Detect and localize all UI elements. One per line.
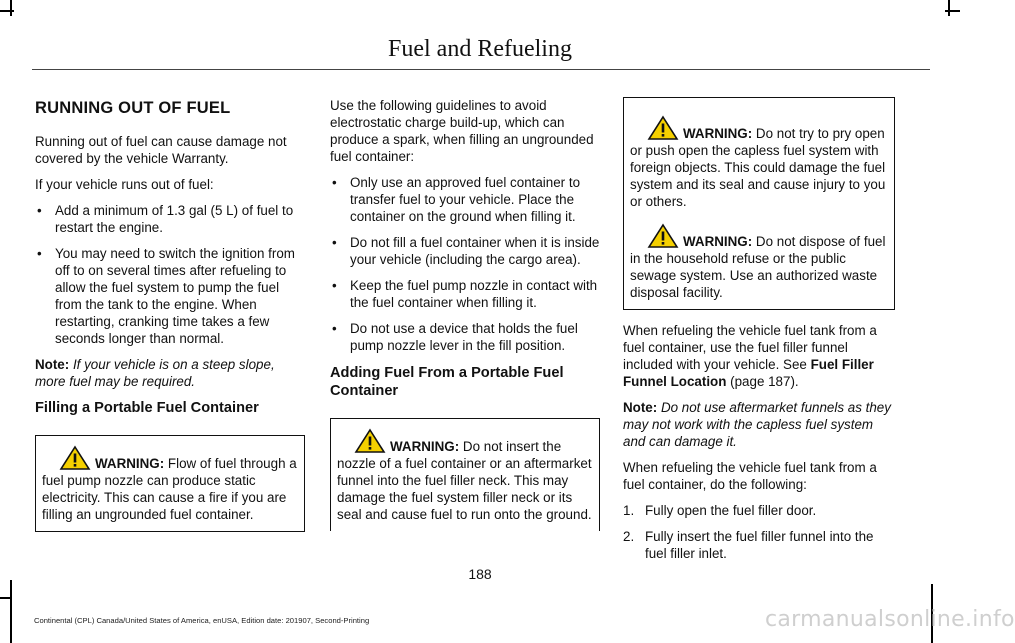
- note-label: Note:: [35, 357, 70, 372]
- list-item: 2. Fully insert the fuel filler funnel into the fuel filler inlet.: [623, 529, 874, 561]
- warning-box: [35, 435, 305, 532]
- list-item: • Add a minimum of 1.3 gal (5 L) of fuel to restart the engine.: [37, 203, 294, 235]
- warning-triangle-icon: [648, 224, 678, 248]
- page-header-title: Fuel and Refueling: [388, 36, 572, 62]
- paragraph: If your vehicle runs out of fuel:: [35, 177, 214, 192]
- warning-box: [623, 97, 895, 310]
- warning-triangle-icon: [60, 446, 90, 470]
- paragraph: Running out of fuel can cause damage not covered by the vehicle Warranty.: [35, 134, 287, 166]
- note: [35, 356, 305, 390]
- crop-mark-top-right-vertical: [948, 0, 950, 16]
- warning-box-secondary: [630, 224, 888, 301]
- bullet-icon: •: [332, 321, 337, 336]
- crop-mark-bottom-left-vertical: [10, 580, 12, 643]
- crop-mark-top-left-horizontal: [0, 10, 14, 12]
- crop-mark-bottom-left-horizontal: [0, 597, 12, 599]
- crop-mark-top-left-vertical: [10, 0, 12, 16]
- warning-text: Flow of fuel through a fuel pump nozzle can produce static electricity. This can cause a fire if you are filling an ungrounded fuel container.: [42, 456, 297, 522]
- paragraph: When refueling the vehicle fuel tank from a fuel container, do the following:: [623, 460, 877, 492]
- list-item: • Do not use a device that holds the fuel pump nozzle lever in the fill position.: [332, 321, 578, 353]
- warning-text: Do not insert the nozzle of a fuel container or an aftermarket funnel into the fuel filler neck. This may damage the fuel system filler neck or its seal and cause fuel to run onto the ground.: [337, 439, 592, 522]
- watermark: carmanualsonline.info: [765, 607, 1015, 632]
- warning-triangle-icon: [355, 429, 385, 453]
- list-item: • Keep the fuel pump nozzle in contact with the fuel container when filling it.: [332, 278, 598, 310]
- bullet-icon: •: [37, 246, 42, 261]
- section-heading: RUNNING OUT OF FUEL: [35, 99, 231, 117]
- bullet-icon: •: [37, 203, 42, 218]
- warning-label: WARNING:: [95, 456, 165, 471]
- column-2: [330, 97, 600, 543]
- paragraph: When refueling the vehicle fuel tank from a fuel container, use the fuel filler funnel included with your vehicle. See Fuel Filler Funnel Location (page 187).: [623, 323, 877, 389]
- note-text: If your vehicle is on a steep slope, more fuel may be required.: [35, 357, 275, 389]
- crop-mark-top-right-horizontal: [945, 10, 960, 12]
- subsection-heading: Adding Fuel From a Portable Fuel Container: [330, 365, 564, 399]
- bullet-icon: •: [332, 175, 337, 190]
- column-3: [623, 97, 895, 571]
- warning-label: WARNING:: [683, 126, 753, 141]
- subsection-heading: Filling a Portable Fuel Container: [35, 400, 259, 416]
- column-1: [35, 92, 305, 544]
- list-item: • You may need to switch the ignition from off to on several times after refueling to allow the fuel system to pump the fuel from the tank to the engine. When restarting, cranking time takes a few seconds longer than normal.: [37, 246, 295, 346]
- list-item: 1. Fully open the fuel filler door.: [623, 503, 817, 518]
- footer-edition: Continental (CPL) Canada/United States of America, enUSA, Edition date: 201907, Second-Printing: [34, 616, 370, 625]
- page-number: 188: [468, 566, 492, 582]
- warning-text: Do not dispose of fuel in the household refuse or the public sewage system. Use an authorized waste disposal facility.: [630, 234, 886, 300]
- bullet-icon: •: [332, 278, 337, 293]
- header-rule: [32, 69, 930, 70]
- list-item: • Only use an approved fuel container to transfer fuel to your vehicle. Place the container on the ground when filling it.: [332, 175, 581, 224]
- note-text: Do not use aftermarket funnels as they may not work with the capless fuel system and can damage it.: [623, 400, 891, 449]
- warning-label: WARNING:: [390, 439, 460, 454]
- note-label: Note:: [623, 400, 658, 415]
- note: [623, 399, 895, 450]
- list-item: • Do not fill a fuel container when it is inside your vehicle (including the cargo area).: [332, 235, 600, 267]
- cross-reference-link[interactable]: Fuel Filler Funnel Location: [623, 357, 874, 389]
- warning-label: WARNING:: [683, 234, 753, 249]
- bullet-icon: •: [332, 235, 337, 250]
- warning-text: Do not try to pry open or push open the capless fuel system with foreign objects. This could damage the fuel system and its seal and cause injury to you or others.: [630, 126, 886, 209]
- warning-triangle-icon: [648, 116, 678, 140]
- paragraph: Use the following guidelines to avoid electrostatic charge build-up, which can produce a spark, when filling an ungrounded fuel container:: [330, 98, 594, 164]
- warning-box: [330, 418, 600, 531]
